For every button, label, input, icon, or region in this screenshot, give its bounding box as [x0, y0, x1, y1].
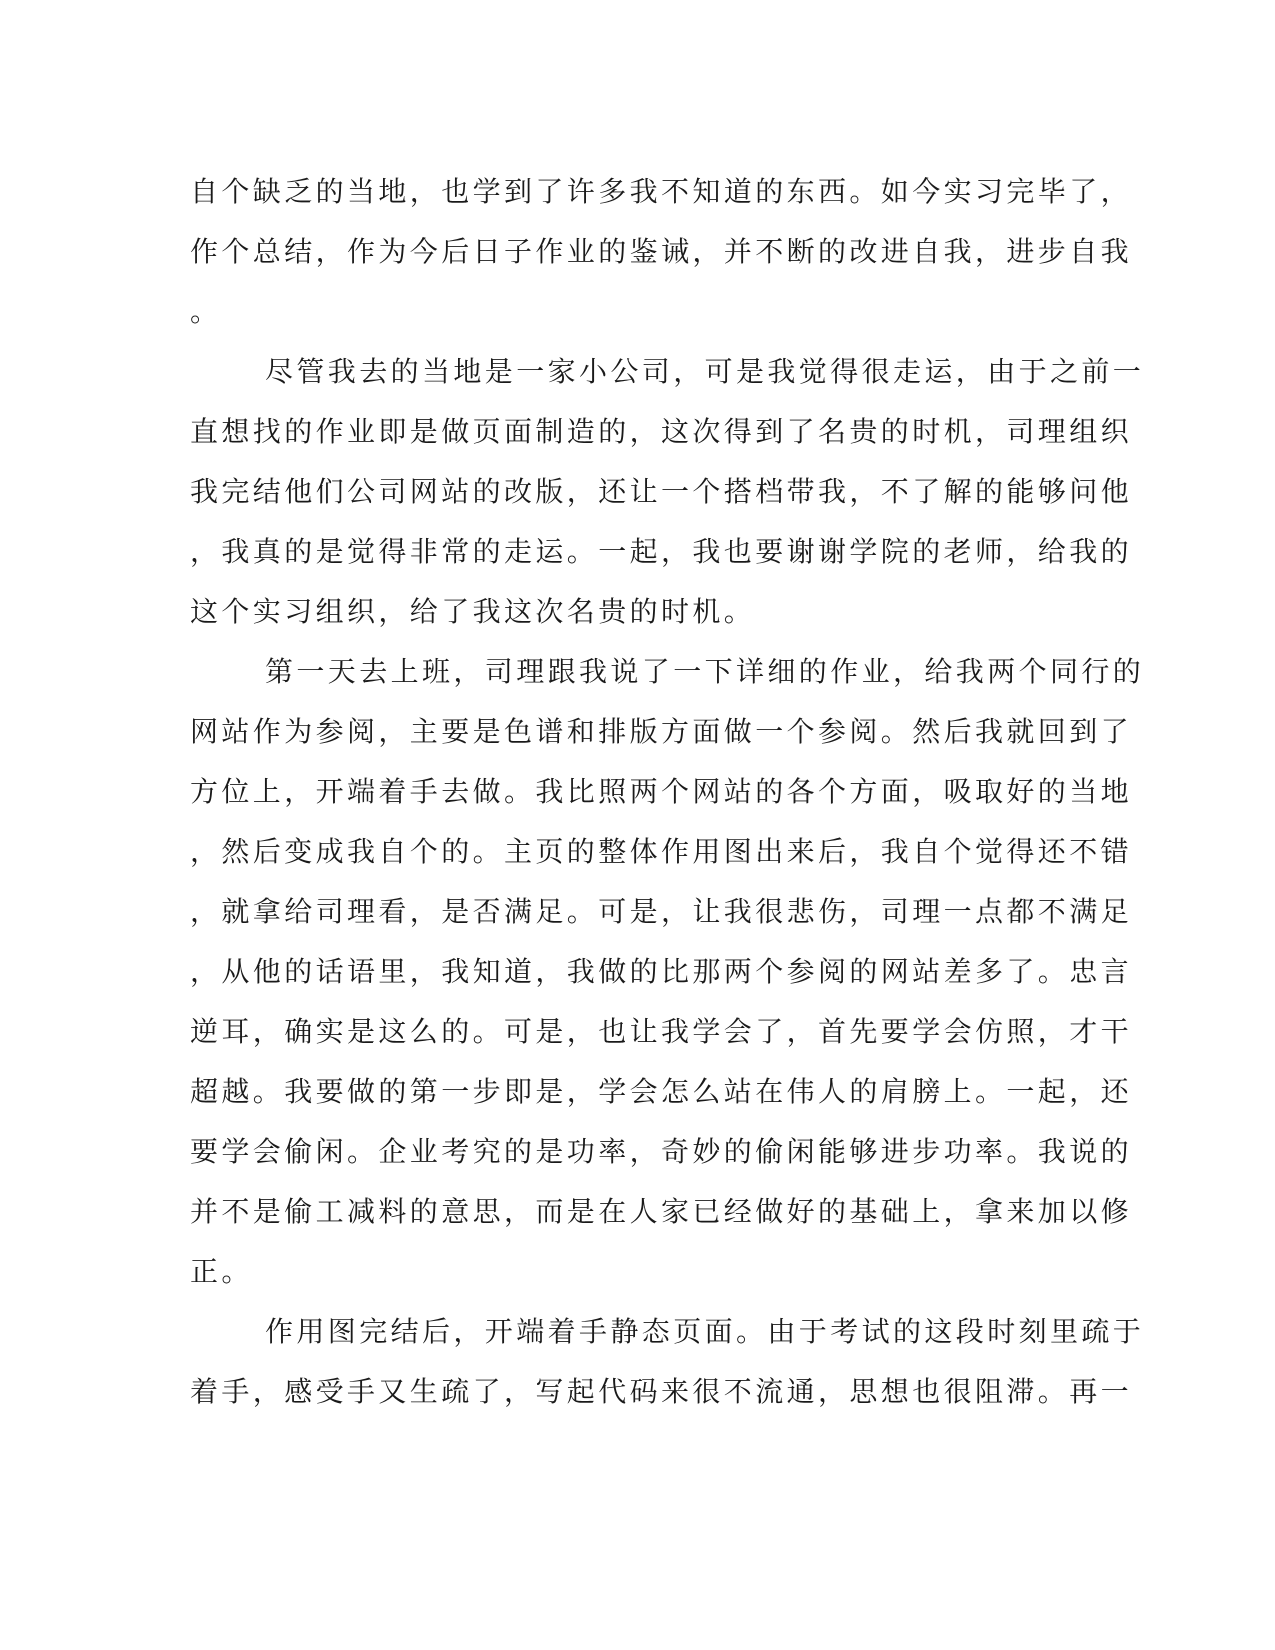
text-line: 直想找的作业即是做页面制造的，这次得到了名贵的时机，司理组织: [190, 415, 1133, 448]
text-line: ，从他的话语里，我知道，我做的比那两个参阅的网站差多了。忠言: [190, 955, 1133, 988]
paragraph-first-line: 尽管我去的当地是一家小公司，可是我觉得很走运，由于之前一: [265, 355, 1145, 388]
text-line: 。: [190, 295, 222, 328]
text-line: 着手，感受手又生疏了，写起代码来很不流通，思想也很阻滞。再一: [190, 1375, 1133, 1408]
text-line: 超越。我要做的第一步即是，学会怎么站在伟人的肩膀上。一起，还: [190, 1075, 1133, 1108]
text-line: 这个实习组织，给了我这次名贵的时机。: [190, 595, 756, 628]
text-line: 要学会偷闲。企业考究的是功率，奇妙的偷闲能够进步功率。我说的: [190, 1135, 1133, 1168]
text-line: 网站作为参阅，主要是色谱和排版方面做一个参阅。然后我就回到了: [190, 715, 1133, 748]
text-line: ，然后变成我自个的。主页的整体作用图出来后，我自个觉得还不错: [190, 835, 1133, 868]
text-line: 正。: [190, 1255, 253, 1288]
text-line: 我完结他们公司网站的改版，还让一个搭档带我，不了解的能够问他: [190, 475, 1133, 508]
text-line: 逆耳，确实是这么的。可是，也让我学会了，首先要学会仿照，才干: [190, 1015, 1133, 1048]
document-body: [190, 162, 1145, 1422]
text-line: ，我真的是觉得非常的走运。一起，我也要谢谢学院的老师，给我的: [190, 535, 1133, 568]
text-line: ，就拿给司理看，是否满足。可是，让我很悲伤，司理一点都不满足: [190, 895, 1133, 928]
text-line: 并不是偷工减料的意思，而是在人家已经做好的基础上，拿来加以修: [190, 1195, 1133, 1228]
text-line: 方位上，开端着手去做。我比照两个网站的各个方面，吸取好的当地: [190, 775, 1133, 808]
text-line: 作个总结，作为今后日子作业的鉴诫，并不断的改进自我，进步自我: [190, 235, 1133, 268]
paragraph-first-line: 第一天去上班，司理跟我说了一下详细的作业，给我两个同行的: [265, 655, 1145, 688]
paragraph-first-line: 作用图完结后，开端着手静态页面。由于考试的这段时刻里疏于: [265, 1315, 1145, 1348]
text-line: 自个缺乏的当地，也学到了许多我不知道的东西。如今实习完毕了，: [190, 175, 1133, 208]
